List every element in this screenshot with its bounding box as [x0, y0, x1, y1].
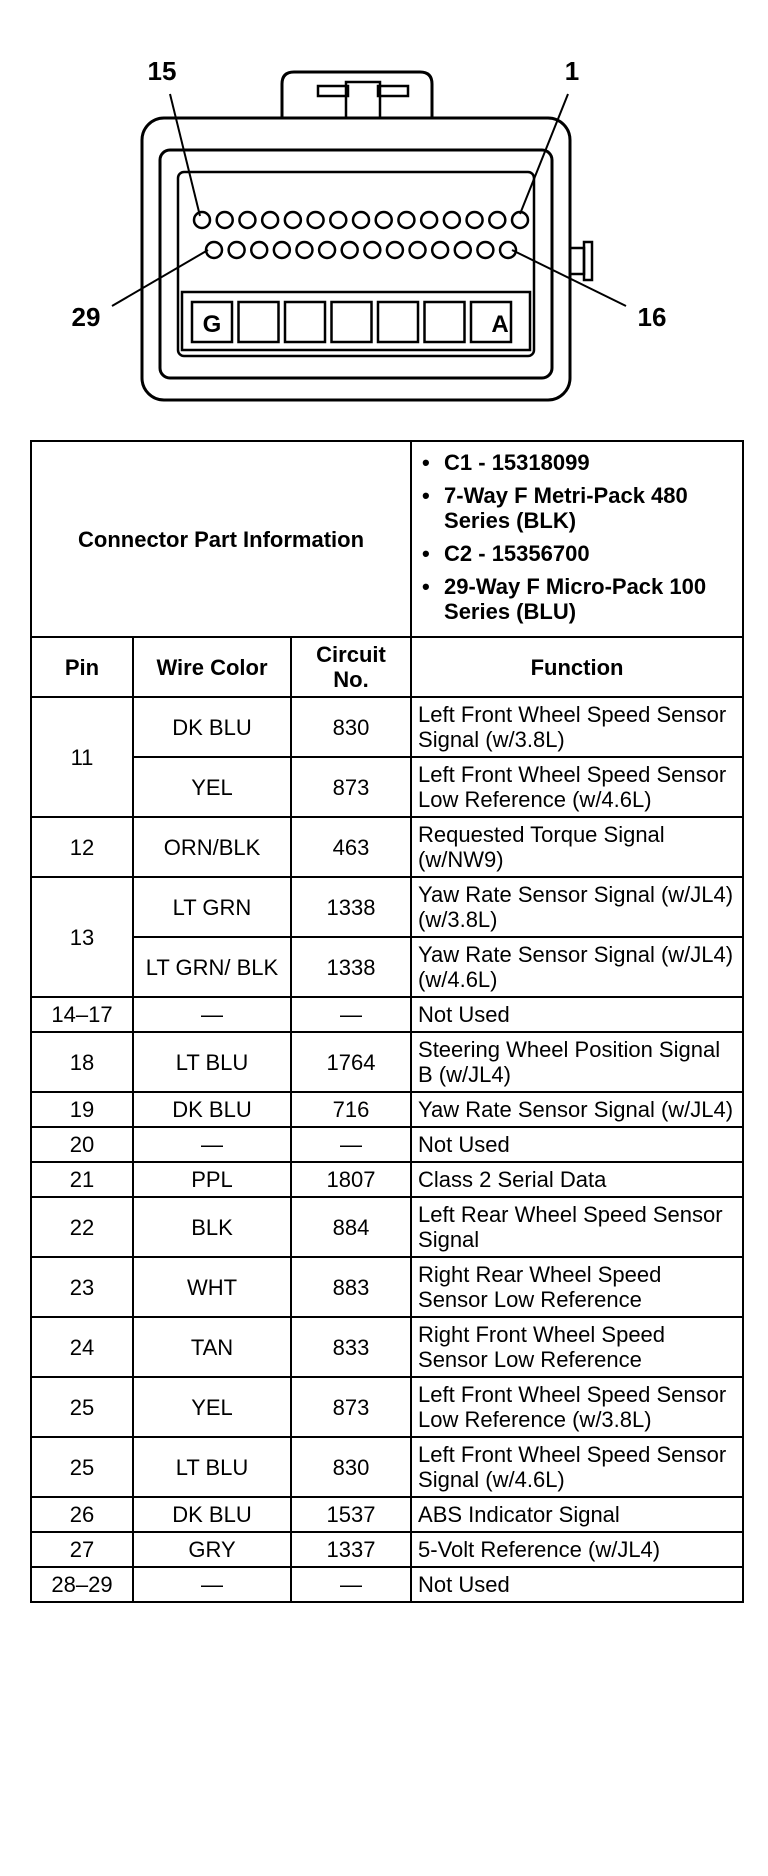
- table-row: [31, 1532, 743, 1567]
- table-row: [31, 1162, 743, 1197]
- table-row: [31, 877, 743, 937]
- pin-cavity: [489, 212, 505, 228]
- wire-color-cell: YEL: [133, 757, 291, 817]
- circuit-cell: 830: [291, 1437, 411, 1497]
- function-cell: Left Rear Wheel Speed Sensor Signal: [411, 1197, 743, 1257]
- table-row: [31, 1197, 743, 1257]
- table-row: [31, 1127, 743, 1162]
- wire-color-cell: LT GRN: [133, 877, 291, 937]
- wire-color-cell: —: [133, 997, 291, 1032]
- function-cell: 5-Volt Reference (w/JL4): [411, 1532, 743, 1567]
- connector-inner-housing: [160, 150, 552, 378]
- wire-color-cell: BLK: [133, 1197, 291, 1257]
- pinout-table: [30, 440, 744, 1603]
- pin-cell: 23: [31, 1257, 133, 1317]
- pin-cavity: [330, 212, 346, 228]
- pin-cavity: [432, 242, 448, 258]
- circuit-cell: 463: [291, 817, 411, 877]
- wire-color-cell: YEL: [133, 1377, 291, 1437]
- circuit-cell: 883: [291, 1257, 411, 1317]
- pin-cell: 27: [31, 1532, 133, 1567]
- cavity-row: [192, 302, 511, 342]
- pin-row-top: [194, 212, 528, 228]
- terminal-cavity: [425, 302, 465, 342]
- circuit-cell: —: [291, 1127, 411, 1162]
- pin-label-29: 29: [71, 302, 101, 332]
- function-cell: Requested Torque Signal (w/NW9): [411, 817, 743, 877]
- function-cell: Left Front Wheel Speed Sensor Signal (w/3.8L): [411, 697, 743, 757]
- pin-cell: 18: [31, 1032, 133, 1092]
- terminal-cavity: [378, 302, 418, 342]
- header-row: [31, 637, 743, 697]
- pin-cavity: [455, 242, 471, 258]
- table-row: [31, 1437, 743, 1497]
- function-cell: Not Used: [411, 1567, 743, 1602]
- header-function: Function: [411, 637, 743, 697]
- wire-color-cell: —: [133, 1127, 291, 1162]
- function-cell: ABS Indicator Signal: [411, 1497, 743, 1532]
- pin-cell: 28–29: [31, 1567, 133, 1602]
- function-cell: Left Front Wheel Speed Sensor Signal (w/4.6L): [411, 1437, 743, 1497]
- connector-latch: [282, 72, 432, 118]
- terminal-cavity: [239, 302, 279, 342]
- function-cell: Right Rear Wheel Speed Sensor Low Reference: [411, 1257, 743, 1317]
- wire-color-cell: DK BLU: [133, 697, 291, 757]
- circuit-cell: 873: [291, 1377, 411, 1437]
- table-row: [31, 757, 743, 817]
- pin-label-15: 15: [147, 56, 177, 86]
- connector-info-item: • 7-Way F Metri-Pack 480 Series (BLK): [418, 483, 736, 533]
- pin-cell: 12: [31, 817, 133, 877]
- pin-cavity: [512, 212, 528, 228]
- connector-info-label: Connector Part Information: [31, 441, 411, 637]
- connector-info-item: • C2 - 15356700: [418, 541, 736, 566]
- pin-cavity: [376, 212, 392, 228]
- pin-label-1: 1: [564, 56, 580, 86]
- connector-info-row: [31, 441, 743, 637]
- pin-cell: 14–17: [31, 997, 133, 1032]
- function-cell: Steering Wheel Position Signal B (w/JL4): [411, 1032, 743, 1092]
- pin-cell: 25: [31, 1437, 133, 1497]
- circuit-cell: 1764: [291, 1032, 411, 1092]
- connector-housing: [142, 118, 570, 400]
- pin-cell: 20: [31, 1127, 133, 1162]
- pin-cavity: [239, 212, 255, 228]
- table-row: [31, 1032, 743, 1092]
- function-cell: Left Front Wheel Speed Sensor Low Reference (w/3.8L): [411, 1377, 743, 1437]
- table-row: [31, 1377, 743, 1437]
- function-cell: Right Front Wheel Speed Sensor Low Reference: [411, 1317, 743, 1377]
- function-cell: Left Front Wheel Speed Sensor Low Reference (w/4.6L): [411, 757, 743, 817]
- terminal-cavity: [332, 302, 372, 342]
- connector-info-item: • C1 - 15318099: [418, 450, 736, 475]
- pin-cavity: [342, 242, 358, 258]
- circuit-cell: 1807: [291, 1162, 411, 1197]
- wire-color-cell: LT GRN/ BLK: [133, 937, 291, 997]
- circuit-cell: —: [291, 1567, 411, 1602]
- pin-cavity: [319, 242, 335, 258]
- wire-color-cell: GRY: [133, 1532, 291, 1567]
- wire-color-cell: DK BLU: [133, 1497, 291, 1532]
- circuit-cell: 716: [291, 1092, 411, 1127]
- pin-cavity: [251, 242, 267, 258]
- pin-cavity: [274, 242, 290, 258]
- circuit-cell: —: [291, 997, 411, 1032]
- terminal-cavity: [285, 302, 325, 342]
- function-cell: Yaw Rate Sensor Signal (w/JL4): [411, 1092, 743, 1127]
- table-row: [31, 997, 743, 1032]
- leader-pin-15: [170, 94, 200, 216]
- pin-label-16: 16: [637, 302, 667, 332]
- connector-info-cell: [411, 441, 743, 637]
- pin-cavity: [364, 242, 380, 258]
- connector-side-tab: [570, 248, 584, 274]
- table-row: [31, 1257, 743, 1317]
- table-row: [31, 937, 743, 997]
- table-row: [31, 1497, 743, 1532]
- pin-row-bottom: [206, 242, 516, 258]
- table-row: [31, 1317, 743, 1377]
- wire-color-cell: LT BLU: [133, 1437, 291, 1497]
- circuit-cell: 833: [291, 1317, 411, 1377]
- pin-cell: 21: [31, 1162, 133, 1197]
- pin-cell: 25: [31, 1377, 133, 1437]
- cavity-label-right: A: [491, 311, 509, 338]
- wire-color-cell: LT BLU: [133, 1032, 291, 1092]
- table-row: [31, 817, 743, 877]
- pin-cavity: [467, 212, 483, 228]
- function-cell: Yaw Rate Sensor Signal (w/JL4) (w/3.8L): [411, 877, 743, 937]
- circuit-cell: 873: [291, 757, 411, 817]
- circuit-cell: 884: [291, 1197, 411, 1257]
- circuit-cell: 830: [291, 697, 411, 757]
- header-circuit-no: Circuit No.: [291, 637, 411, 697]
- pin-cell: 26: [31, 1497, 133, 1532]
- wire-color-cell: TAN: [133, 1317, 291, 1377]
- connector-diagram: [0, 0, 768, 420]
- pin-cell: 19: [31, 1092, 133, 1127]
- pin-cavity: [444, 212, 460, 228]
- pin-cavity: [387, 242, 403, 258]
- wire-color-cell: —: [133, 1567, 291, 1602]
- pin-cavity: [398, 212, 414, 228]
- pin-cavity: [477, 242, 493, 258]
- table-row: [31, 697, 743, 757]
- circuit-cell: 1338: [291, 877, 411, 937]
- pin-cell: 13: [31, 877, 133, 997]
- leader-pin-1: [520, 94, 568, 214]
- pin-cavity: [308, 212, 324, 228]
- function-cell: Not Used: [411, 997, 743, 1032]
- wire-color-cell: DK BLU: [133, 1092, 291, 1127]
- header-pin: Pin: [31, 637, 133, 697]
- pin-cell: 22: [31, 1197, 133, 1257]
- function-cell: Not Used: [411, 1127, 743, 1162]
- function-cell: Class 2 Serial Data: [411, 1162, 743, 1197]
- circuit-cell: 1338: [291, 937, 411, 997]
- table-row: [31, 1092, 743, 1127]
- pin-cavity: [206, 242, 222, 258]
- pin-cavity: [296, 242, 312, 258]
- table-row: [31, 1567, 743, 1602]
- pin-cavity: [410, 242, 426, 258]
- pin-cavity: [217, 212, 233, 228]
- circuit-cell: 1337: [291, 1532, 411, 1567]
- pin-cell: 11: [31, 697, 133, 817]
- wire-color-cell: PPL: [133, 1162, 291, 1197]
- pin-cavity: [285, 212, 301, 228]
- connector-info-list: [418, 450, 736, 624]
- header-wire-color: Wire Color: [133, 637, 291, 697]
- wire-color-cell: ORN/BLK: [133, 817, 291, 877]
- wire-color-cell: WHT: [133, 1257, 291, 1317]
- pin-cavity: [229, 242, 245, 258]
- pin-cavity: [262, 212, 278, 228]
- circuit-cell: 1537: [291, 1497, 411, 1532]
- pin-cavity: [421, 212, 437, 228]
- function-cell: Yaw Rate Sensor Signal (w/JL4) (w/4.6L): [411, 937, 743, 997]
- pin-cavity: [194, 212, 210, 228]
- cavity-label-left: G: [202, 311, 222, 338]
- pin-cavity: [353, 212, 369, 228]
- pin-cell: 24: [31, 1317, 133, 1377]
- connector-info-item: • 29-Way F Micro-Pack 100 Series (BLU): [418, 574, 736, 624]
